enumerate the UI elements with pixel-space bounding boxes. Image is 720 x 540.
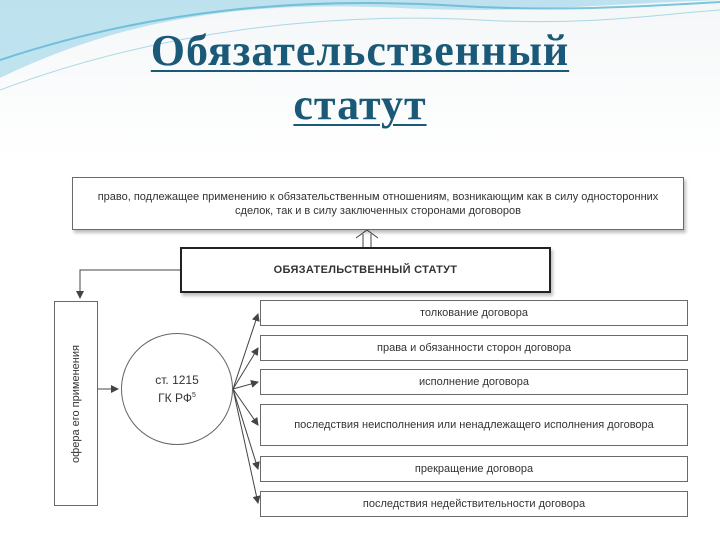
source-article: ст. 1215 [155, 372, 199, 387]
item-label: последствия неисполнения или ненадлежащего исполнения договора [294, 419, 654, 431]
item-box [260, 456, 688, 482]
item-label: прекращение договора [414, 463, 534, 475]
item-box [260, 335, 688, 361]
item-box [260, 369, 688, 395]
item-label: права и обязанности сторон договора [377, 342, 571, 354]
item-label: последствия недействительности договора [362, 498, 586, 510]
title-line-2: статут [293, 80, 427, 129]
item-box [260, 404, 688, 446]
item-box [260, 300, 688, 326]
source-footnote: 5 [191, 391, 196, 399]
source-code-text: ГК РФ [158, 390, 192, 405]
definition-text: право, подлежащее применению к обязательственным отношениям, возникающим как в силу односторонних сделок, так и в силу заключенных сторонами договоров [97, 190, 659, 217]
item-label: исполнение договора [419, 376, 529, 388]
slide-title [0, 24, 720, 132]
title-line-1: Обязательственный [150, 26, 570, 75]
slide-header [0, 0, 720, 158]
source-code [158, 388, 196, 406]
offer-label: офера его применения [70, 344, 82, 463]
offer-box [54, 301, 98, 506]
item-label: толкование договора [420, 307, 528, 319]
statute-label: ОБЯЗАТЕЛЬСТВЕННЫЙ СТАТУТ [273, 264, 458, 276]
item-box [260, 491, 688, 517]
source-circle [121, 333, 233, 445]
statute-diagram [50, 158, 690, 518]
definition-box [72, 177, 684, 230]
statute-box [180, 247, 551, 293]
